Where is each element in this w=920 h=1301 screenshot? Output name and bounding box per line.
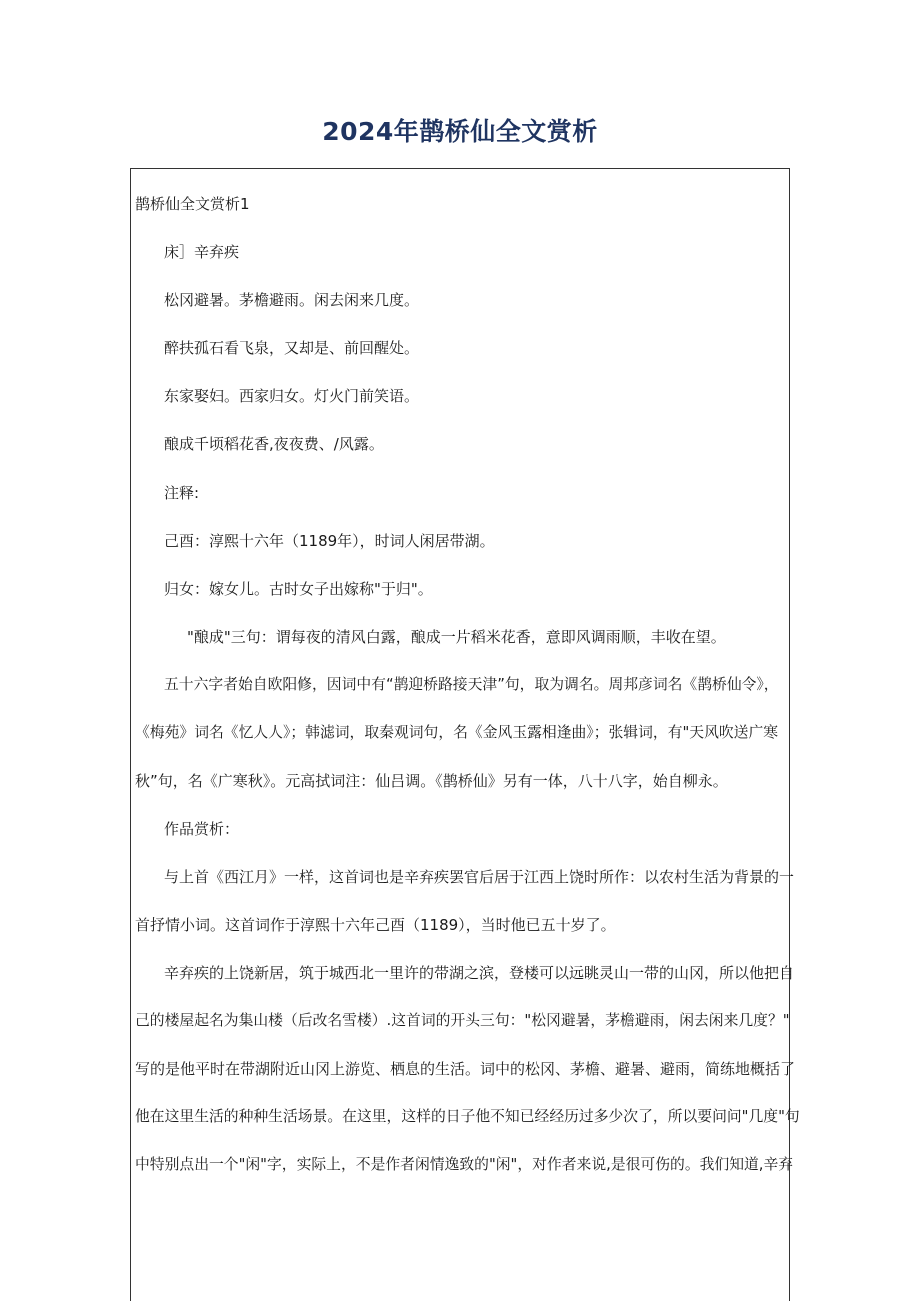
notes-label: 注释: (164, 484, 200, 502)
poem-line: 酿成千顷稻花香,夜夜费、/风露。 (164, 435, 384, 453)
paragraph-line: 写的是他平时在带湖附近山冈上游览、栖息的生活。词中的松冈、茅檐、避暑、避雨，简练地概括了 (135, 1060, 796, 1078)
poem-line: 东家娶妇。西家归女。灯火门前笑语。 (164, 387, 420, 405)
note-item: "酿成"三句：谓每夜的清风白露，酿成一片稻米花香，意即风调雨顺，丰收在望。 (187, 628, 726, 646)
paragraph-line: 首抒情小词。这首词作于淳熙十六年己酉（1189），当时他已五十岁了。 (135, 916, 616, 934)
paragraph-line: 他在这里生活的种种生活场景。在这里，这样的日子他不知已经经历过多少次了，所以要问问"几度"句 (135, 1108, 800, 1125)
origin-text-line: 五十六字者始自欧阳修，因词中有“鹊迎桥路接天津”句，取为调名。周邦彦词名《鹊桥仙令》， (164, 676, 779, 693)
document-title: 2024年鹊桥仙全文赏析 (322, 117, 598, 146)
paragraph-line: 与上首《西江月》一样，这首词也是辛弃疾罢官后居于江西上饶时所作：以农村生活为背景的一 (164, 868, 795, 886)
note-item: 己酉：淳熙十六年（1189年），时词人闲居带湖。 (164, 532, 495, 550)
origin-text-line: 《梅苑》词名《忆人人》；韩滤词，取秦观词句，名《金风玉露相逢曲》；张辑词，有"天风吹送广寒 (135, 724, 779, 741)
appreciation-label: 作品赏析： (164, 820, 240, 838)
paragraph-line: 中特别点出一个"闲"字，实际上，不是作者闲情逸致的"闲"，对作者来说,是很可伤的。我们知道,辛弃 (135, 1156, 794, 1173)
paragraph-line: 辛弃疾的上饶新居，筑于城西北一里许的带湖之滨，登楼可以远眺灵山一带的山冈，所以他把自 (164, 964, 795, 982)
poem-line: 醉扶孤石看飞泉，又却是、前回醒处。 (164, 339, 420, 357)
origin-text-line: 秋”句，名《广寒秋》。元高拭词注：仙吕调。《鹊桥仙》另有一体，八十八字，始自柳永。 (135, 772, 728, 790)
poem-line: 松冈避暑。茅檐避雨。闲去闲来几度。 (164, 291, 420, 309)
note-item: 归女：嫁女儿。古时女子出嫁称"于归"。 (164, 580, 433, 598)
section-heading: 鹊桥仙全文赏析1 (135, 195, 250, 213)
paragraph-line: 己的楼屋起名为集山楼（后改名雪楼）.这首词的开头三句："松冈避暑，茅檐避雨，闲去闲来几度？" (135, 1012, 790, 1029)
poem-author: 床］辛弃疾 (164, 243, 240, 261)
